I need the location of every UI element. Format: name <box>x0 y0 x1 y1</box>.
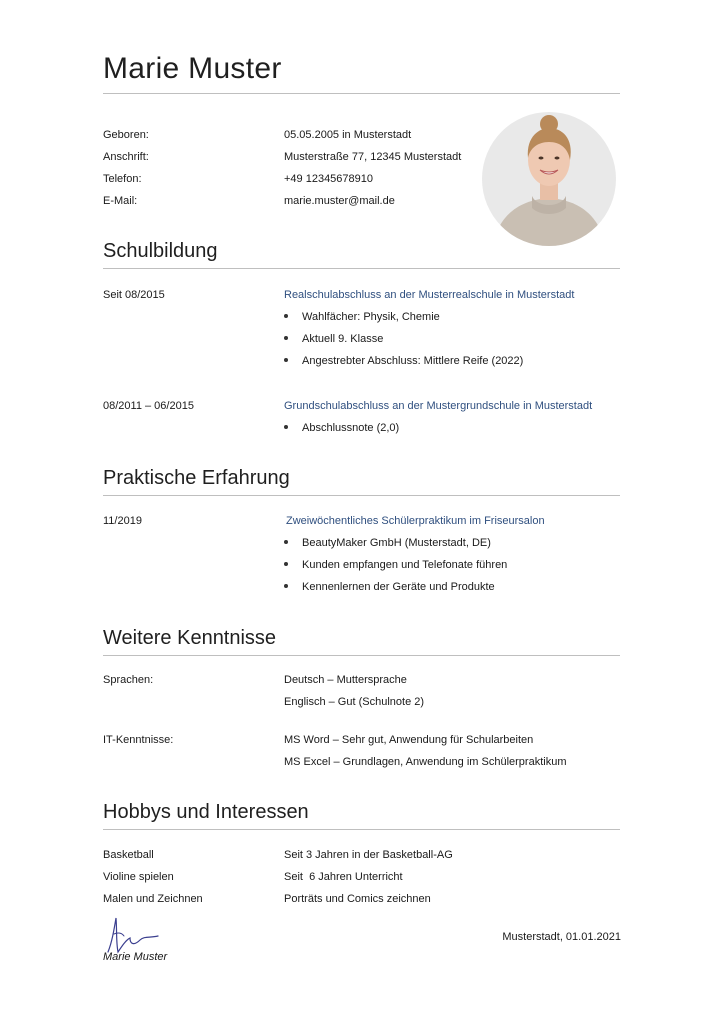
bullet-icon <box>284 314 288 318</box>
bullet-icon <box>284 540 288 544</box>
praxis-divider <box>103 495 620 496</box>
hobbys-divider <box>103 829 620 830</box>
praxis-date-1: 11/2019 <box>103 515 142 527</box>
list-item: Abschlussnote (2,0) <box>284 421 399 435</box>
section-title-schulbildung: Schulbildung <box>103 240 218 262</box>
hobby-label: Malen und Zeichnen <box>103 893 203 905</box>
value-email: marie.muster@mail.de <box>284 195 395 207</box>
bullet-icon <box>284 336 288 340</box>
signature-name: Marie Muster <box>103 951 168 963</box>
skill-line: Englisch – Gut (Schulnote 2) <box>284 696 425 708</box>
list-item: Aktuell 9. Klasse <box>284 332 383 346</box>
edu-date-1: Seit 08/2015 <box>103 289 165 301</box>
schulbildung-divider <box>103 268 620 269</box>
profile-photo <box>482 112 616 246</box>
praxis-heading-1: Zweiwöchentliches Schülerpraktikum im Friseursalon <box>286 515 545 527</box>
bullet-icon <box>284 584 288 588</box>
edu-heading-1: Realschulabschluss an der Musterrealschule in Musterstadt <box>284 289 575 301</box>
hobby-label: Basketball <box>103 849 154 861</box>
value-born: 05.05.2005 in Musterstadt <box>284 129 412 141</box>
label-address: Anschrift: <box>103 151 149 163</box>
value-address: Musterstraße 77, 12345 Musterstadt <box>284 151 462 163</box>
skill-line: MS Word – Sehr gut, Anwendung für Schularbeiten <box>284 734 534 746</box>
edu-date-2: 08/2011 – 06/2015 <box>103 400 194 412</box>
hobby-value: Seit 6 Jahren Unterricht <box>284 871 403 883</box>
bullet-icon <box>284 358 288 362</box>
label-born: Geboren: <box>103 129 149 141</box>
hobby-value: Seit 3 Jahren in der Basketball-AG <box>284 849 453 861</box>
list-item: Wahlfächer: Physik, Chemie <box>284 310 440 324</box>
value-phone: +49 12345678910 <box>284 173 374 185</box>
label-phone: Telefon: <box>103 173 142 185</box>
bullet-icon <box>284 425 288 429</box>
cv-name: Marie Muster <box>103 52 282 85</box>
list-item: Angestrebter Abschluss: Mittlere Reife (2022) <box>284 354 523 368</box>
skill-line: MS Excel – Grundlagen, Anwendung im Schülerpraktikum <box>284 756 567 768</box>
section-title-hobbys: Hobbys und Interessen <box>103 801 309 823</box>
list-item: Kunden empfangen und Telefonate führen <box>284 558 507 572</box>
skill-line: Deutsch – Muttersprache <box>284 674 407 686</box>
edu-heading-2: Grundschulabschluss an der Mustergrundschule in Musterstadt <box>284 400 593 412</box>
skill-label-it: IT-Kenntnisse: <box>103 734 174 746</box>
section-title-praxis: Praktische Erfahrung <box>103 467 290 489</box>
list-item: Kennenlernen der Geräte und Produkte <box>284 580 495 594</box>
place-date: Musterstadt, 01.01.2021 <box>502 931 621 943</box>
bullet-icon <box>284 562 288 566</box>
list-item: BeautyMaker GmbH (Musterstadt, DE) <box>284 536 491 550</box>
hobby-value: Porträts und Comics zeichnen <box>284 893 431 905</box>
section-title-kenntnisse: Weitere Kenntnisse <box>103 627 277 649</box>
header-divider <box>103 93 620 94</box>
label-email: E-Mail: <box>103 195 138 207</box>
kenntnisse-divider <box>103 655 620 656</box>
skill-label-languages: Sprachen: <box>103 674 154 686</box>
hobby-label: Violine spielen <box>103 871 174 883</box>
